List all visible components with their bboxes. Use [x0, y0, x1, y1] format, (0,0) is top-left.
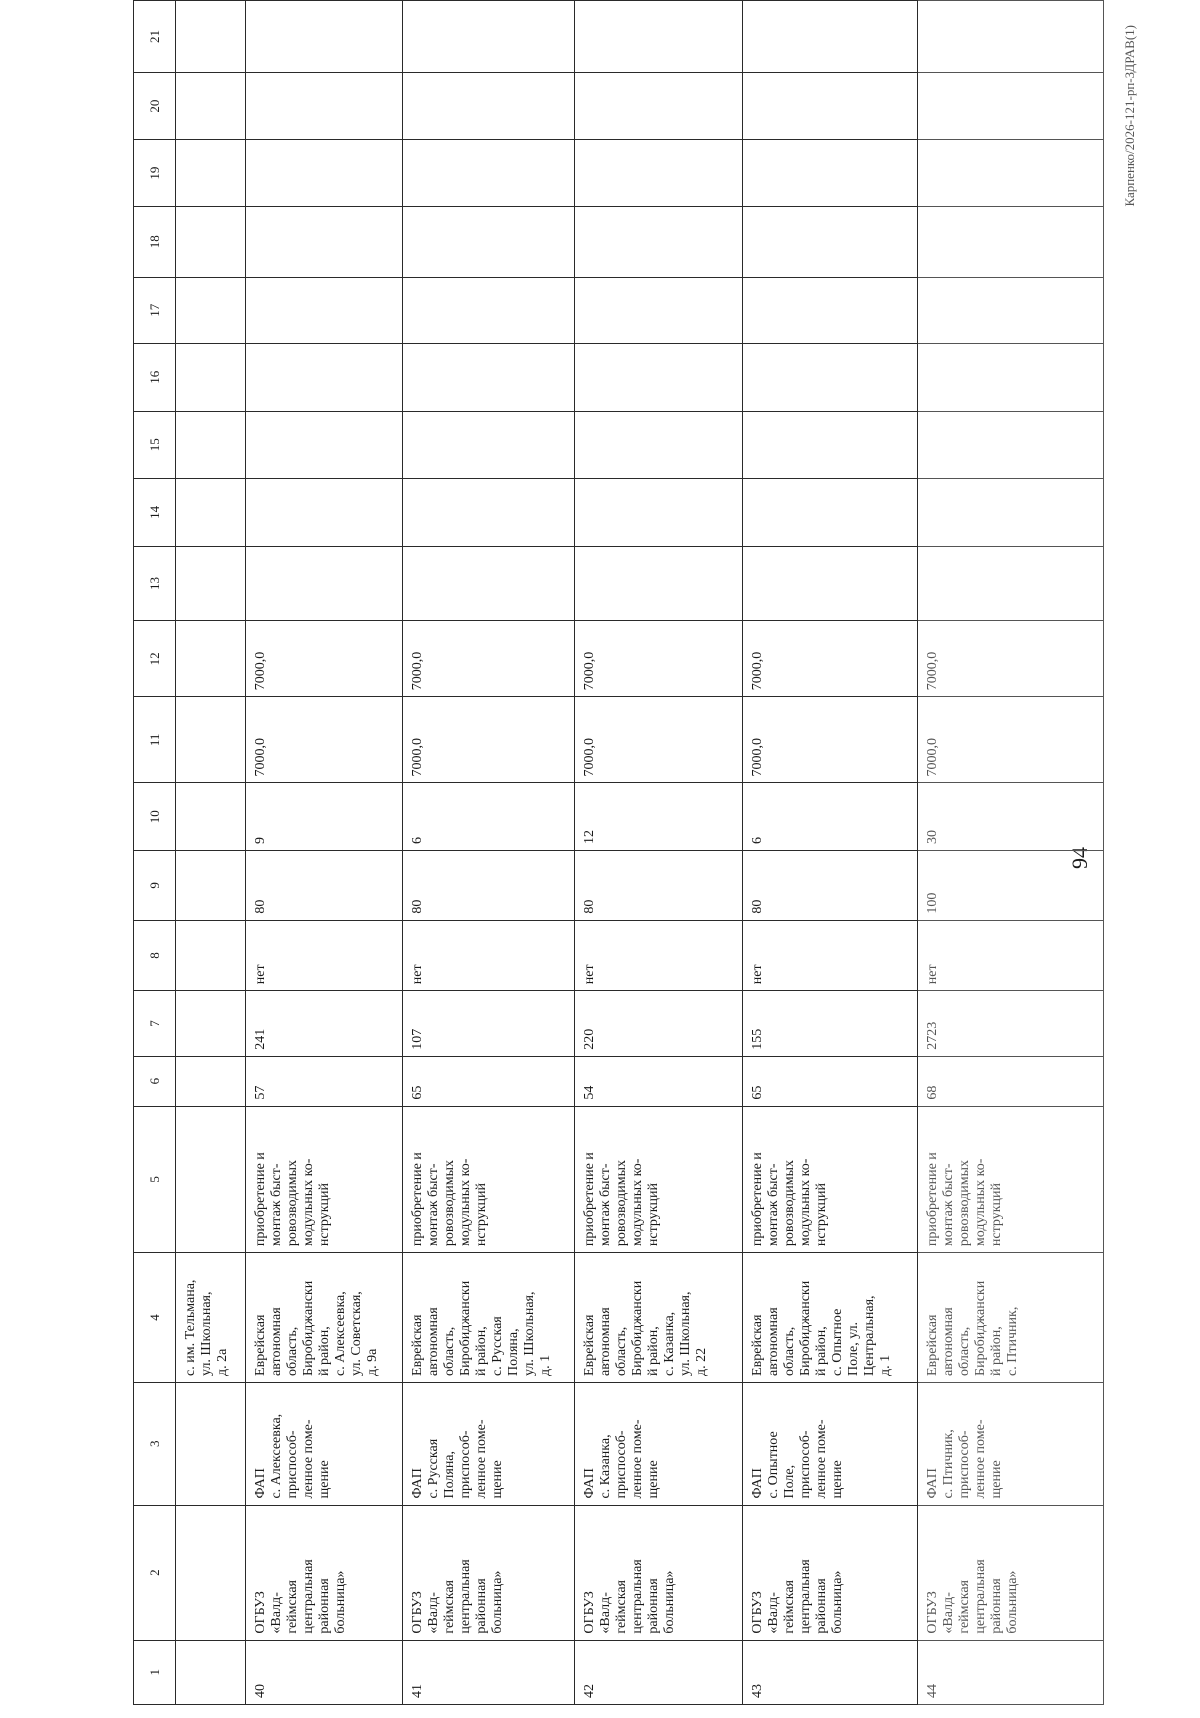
table-cell — [403, 479, 575, 547]
organization-cell: ОГБУЗ «Валд- геймская центральная районная больница» — [403, 1505, 575, 1640]
column-number: 16 — [134, 344, 176, 412]
value-cell: 80 — [403, 851, 575, 921]
column-number: 13 — [134, 546, 176, 621]
table-cell — [403, 411, 575, 479]
column-number: 5 — [134, 1106, 176, 1253]
table-row — [246, 1, 403, 1705]
address-cell: Еврейская автономная область, Биробиджански й район, с. Русская Поляна, ул. Школьная, д. 1 — [403, 1253, 575, 1383]
column-number: 9 — [134, 851, 176, 921]
table-row — [403, 1, 575, 1705]
address-cell: Еврейская автономная область, Биробиджански й район, с. Казанка, ул. Школьная, д. 22 — [575, 1253, 743, 1383]
value-cell: 155 — [743, 991, 918, 1056]
column-number: 15 — [134, 411, 176, 479]
table-cell — [246, 411, 403, 479]
table-cell — [176, 1, 246, 73]
table-cell — [918, 479, 1104, 547]
organization-cell: ОГБУЗ «Валд- геймская центральная районная больница» — [743, 1505, 918, 1640]
table-cell — [176, 1640, 246, 1704]
address-text: с. им. Тельмана, ул. Школьная, д. 2а — [183, 1279, 230, 1376]
table-cell — [743, 72, 918, 140]
column-number: 8 — [134, 920, 176, 991]
column-number: 14 — [134, 479, 176, 547]
value-cell: 12 — [575, 783, 743, 851]
table-row — [918, 1, 1104, 1705]
measure-cell: приобретение и монтаж быст- ровозводимых модульных ко- нструкций — [246, 1106, 403, 1253]
table-cell — [403, 546, 575, 621]
address-cell — [176, 1253, 246, 1383]
table-cell — [176, 621, 246, 697]
table-cell — [575, 277, 743, 343]
table-cell — [575, 1, 743, 73]
table-cell — [918, 344, 1104, 412]
table-cell — [575, 411, 743, 479]
column-number: 6 — [134, 1056, 176, 1106]
table-cell — [176, 783, 246, 851]
table-cell — [176, 1505, 246, 1640]
table-cell — [575, 479, 743, 547]
table-cell — [918, 277, 1104, 343]
value-cell: 7000,0 — [575, 621, 743, 697]
table-cell — [403, 206, 575, 277]
value-cell: нет — [743, 920, 918, 991]
value-cell: 7000,0 — [575, 697, 743, 783]
row-number: 44 — [918, 1640, 1104, 1704]
value-cell: нет — [403, 920, 575, 991]
table-cell — [176, 697, 246, 783]
table-cell — [403, 72, 575, 140]
table-cell — [743, 277, 918, 343]
continuation-row — [176, 1, 246, 1705]
table-cell — [246, 277, 403, 343]
facility-cell: ФАП с. Алексеевка, приспособ- ленное поме- щение — [246, 1382, 403, 1505]
organization-cell: ОГБУЗ «Валд- геймская центральная районная больница» — [918, 1505, 1104, 1640]
address-cell: Еврейская автономная область, Биробиджански й район, с. Птичник, — [918, 1253, 1104, 1383]
value-cell: 65 — [743, 1056, 918, 1106]
column-number: 19 — [134, 140, 176, 206]
table-cell — [176, 72, 246, 140]
table-cell — [575, 344, 743, 412]
value-cell: 65 — [403, 1056, 575, 1106]
value-cell: 7000,0 — [918, 621, 1104, 697]
value-cell: 57 — [246, 1056, 403, 1106]
column-number: 11 — [134, 697, 176, 783]
table-cell — [575, 72, 743, 140]
value-cell: 80 — [575, 851, 743, 921]
table-cell — [246, 206, 403, 277]
row-number: 43 — [743, 1640, 918, 1704]
table-cell — [176, 277, 246, 343]
table-cell — [246, 72, 403, 140]
column-number-row — [134, 1, 176, 1705]
column-number: 10 — [134, 783, 176, 851]
address-cell: Еврейская автономная область, Биробиджански й район, с. Опытное Поле, ул. Центральная, д. 1 — [743, 1253, 918, 1383]
table-cell — [575, 546, 743, 621]
table-cell — [918, 546, 1104, 621]
value-cell: 7000,0 — [743, 697, 918, 783]
value-cell: 2723 — [918, 991, 1104, 1056]
table-cell — [575, 206, 743, 277]
table-cell — [176, 546, 246, 621]
table-cell — [743, 206, 918, 277]
table-cell — [176, 920, 246, 991]
table-cell — [246, 546, 403, 621]
value-cell: 220 — [575, 991, 743, 1056]
column-number: 12 — [134, 621, 176, 697]
value-cell: 7000,0 — [918, 697, 1104, 783]
measure-cell: приобретение и монтаж быст- ровозводимых модульных ко- нструкций — [575, 1106, 743, 1253]
table-cell — [918, 411, 1104, 479]
table-cell — [575, 140, 743, 206]
table-cell — [176, 411, 246, 479]
page-number: 94 — [1067, 847, 1092, 869]
column-number: 18 — [134, 206, 176, 277]
value-cell: 7000,0 — [246, 697, 403, 783]
value-cell: 9 — [246, 783, 403, 851]
facility-cell: ФАП с. Птичник, приспособ- ленное поме- щение — [918, 1382, 1104, 1505]
column-number: 1 — [134, 1640, 176, 1704]
value-cell: нет — [575, 920, 743, 991]
table-cell — [176, 991, 246, 1056]
value-cell: 7000,0 — [246, 621, 403, 697]
table-row — [743, 1, 918, 1705]
row-number: 40 — [246, 1640, 403, 1704]
value-cell: 68 — [918, 1056, 1104, 1106]
table-cell — [743, 344, 918, 412]
column-number: 17 — [134, 277, 176, 343]
table-cell — [743, 1, 918, 73]
table-cell — [176, 479, 246, 547]
column-number: 20 — [134, 72, 176, 140]
table-cell — [176, 344, 246, 412]
table-cell — [743, 479, 918, 547]
table-cell — [176, 1056, 246, 1106]
table-cell — [176, 1106, 246, 1253]
document-code: Карпенко/2026-121-рп-ЗДРАВ(1) — [1122, 25, 1137, 207]
table-cell — [403, 140, 575, 206]
table-cell — [918, 1, 1104, 73]
table-row — [575, 1, 743, 1705]
measure-cell: приобретение и монтаж быст- ровозводимых модульных ко- нструкций — [743, 1106, 918, 1253]
table-cell — [176, 851, 246, 921]
table-cell — [743, 411, 918, 479]
value-cell: 100 — [918, 851, 1104, 921]
value-cell: 80 — [743, 851, 918, 921]
organization-cell: ОГБУЗ «Валд- геймская центральная районная больница» — [246, 1505, 403, 1640]
table-cell — [403, 277, 575, 343]
value-cell: нет — [918, 920, 1104, 991]
column-number: 21 — [134, 1, 176, 73]
column-number: 4 — [134, 1253, 176, 1383]
value-cell: 241 — [246, 991, 403, 1056]
table-cell — [246, 140, 403, 206]
value-cell: 7000,0 — [403, 697, 575, 783]
table-cell — [918, 72, 1104, 140]
measure-cell: приобретение и монтаж быст- ровозводимых модульных ко- нструкций — [403, 1106, 575, 1253]
facility-cell: ФАП с. Казанка, приспособ- ленное поме- щение — [575, 1382, 743, 1505]
value-cell: 7000,0 — [403, 621, 575, 697]
address-cell: Еврейская автономная область, Биробиджански й район, с. Алексеевка, ул. Советская, д. 9а — [246, 1253, 403, 1383]
value-cell: 30 — [918, 783, 1104, 851]
table-cell — [176, 140, 246, 206]
measure-cell: приобретение и монтаж быст- ровозводимых модульных ко- нструкций — [918, 1106, 1104, 1253]
table-cell — [918, 140, 1104, 206]
table-cell — [246, 344, 403, 412]
column-number: 2 — [134, 1505, 176, 1640]
value-cell: 6 — [743, 783, 918, 851]
column-number: 3 — [134, 1382, 176, 1505]
table-cell — [246, 479, 403, 547]
value-cell: 80 — [246, 851, 403, 921]
row-number: 41 — [403, 1640, 575, 1704]
table-cell — [403, 1, 575, 73]
table-cell — [918, 206, 1104, 277]
value-cell: 7000,0 — [743, 621, 918, 697]
facility-cell: ФАП с. Опытное Поле, приспособ- ленное поме- щение — [743, 1382, 918, 1505]
value-cell: 6 — [403, 783, 575, 851]
table-cell — [246, 1, 403, 73]
row-number: 42 — [575, 1640, 743, 1704]
value-cell: нет — [246, 920, 403, 991]
facility-cell: ФАП с. Русская Поляна, приспособ- ленное поме- щение — [403, 1382, 575, 1505]
table-cell — [176, 1382, 246, 1505]
organization-cell: ОГБУЗ «Валд- геймская центральная районная больница» — [575, 1505, 743, 1640]
facilities-table — [133, 0, 1104, 1705]
table-cell — [176, 206, 246, 277]
table-cell — [743, 140, 918, 206]
table-cell — [403, 344, 575, 412]
table-cell — [743, 546, 918, 621]
value-cell: 54 — [575, 1056, 743, 1106]
value-cell: 107 — [403, 991, 575, 1056]
column-number: 7 — [134, 991, 176, 1056]
